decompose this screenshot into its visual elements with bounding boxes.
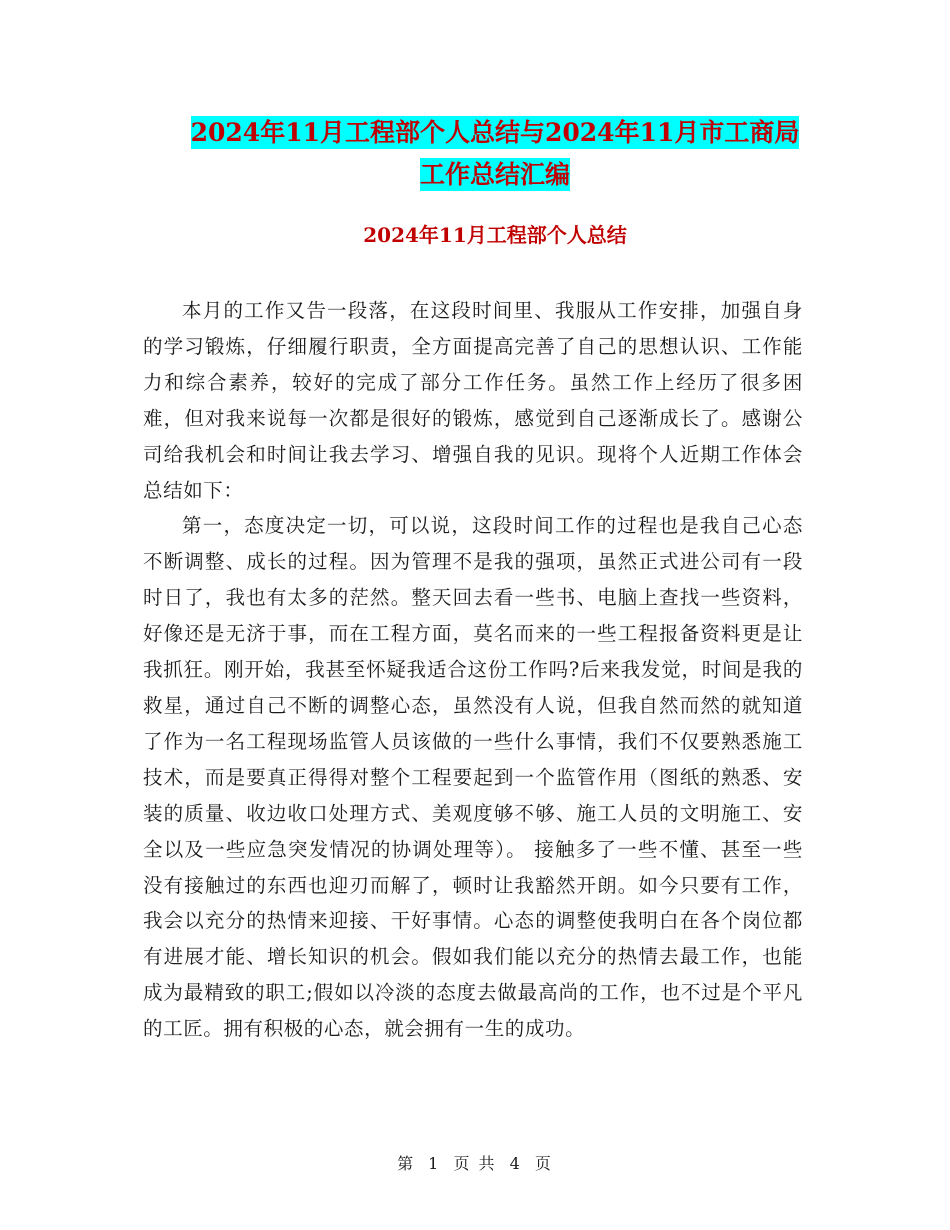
footer-page-number: 1 [428,1154,441,1173]
footer-prefix: 第 [397,1154,416,1173]
section-title: 2024年11月工程部个人总结 [363,223,627,247]
footer-suffix: 页 [534,1154,553,1173]
paragraph-1: 本月的工作又告一段落，在这段时间里、我服从工作安排，加强自身的学习锻炼，仔细履行职责，全方面提高完善了自己的思想认识、工作能力和综合素养，较好的完成了部分工作任务。虽然工作上经历了很多困难，但对我来说每一次都是很好的锻炼，感觉到自己逐渐成长了。感谢公司给我机会和时间让我去学习、增强自我的见识。现将个人近期工作体会总结如下： [143,299,803,502]
footer-middle: 页 共 [453,1154,497,1173]
footer-total-pages: 4 [509,1154,522,1173]
document-title-line-1: 2024年11月工程部个人总结与2024年11月市工商局 [190,118,800,147]
page-footer [0,1152,950,1176]
document-body [143,293,803,1047]
document-title-line-2: 工作总结汇编 [419,160,570,189]
document-title [140,112,850,196]
paragraph-2: 第一，态度决定一切，可以说，这段时间工作的过程也是我自己心态不断调整、成长的过程。因为管理不是我的强项，虽然正式进公司有一段时日了，我也有太多的茫然。整天回去看一些书、电脑上查找一些资料，好像还是无济于事，而在工程方面，莫名而来的一些工程报备资料更是让我抓狂。刚开始，我甚至怀疑我适合这份工作吗?后来我发觉，时间是我的救星，通过自己不断的调整心态，虽然没有人说，但我自然而然的就知道了作为一名工程现场监管人员该做的一些什么事情，我们不仅要熟悉施工技术，而是要真正得得对整个工程要起到一个监管作用（图纸的熟悉、安装的质量、收边收口处理方式、美观度够不够、施工人员的文明施工、安全以及一些应急突发情况的协调处理等）。 接触多了一些不懂、甚至一些没有接触过的东西也迎刃而解了，顿时让我豁然开朗。如今只要有工作，我会以充分的热情来迎接、干好事情。心态的调整使我明白在各个岗位都有进展才能、增长知识的机会。假如我们能以充分的热情去最工作，也能成为最精致的职工;假如以冷淡的态度去做最高尚的工作，也不过是个平凡的工匠。拥有积极的心态，就会拥有一生的成功。 [143,514,803,1041]
